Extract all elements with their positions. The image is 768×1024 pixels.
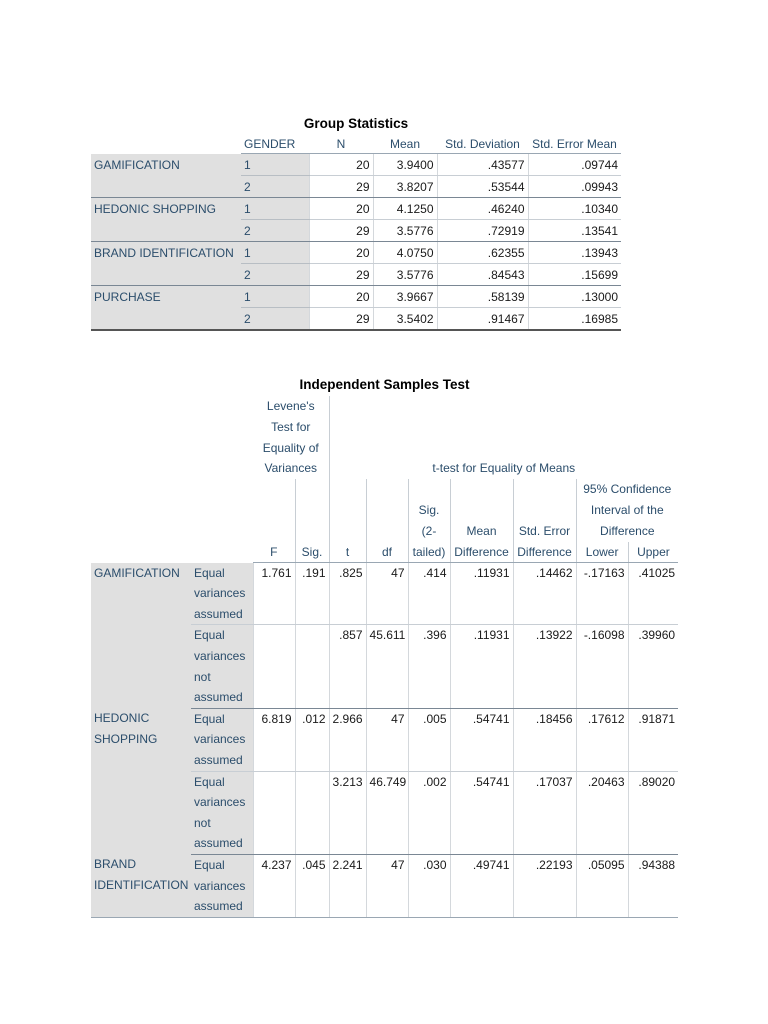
row-label	[91, 176, 241, 198]
header-row-2	[91, 479, 678, 562]
row-label: BRAND IDENTIFICATION	[91, 854, 191, 917]
col-upper: Upper	[628, 542, 678, 563]
row-label	[91, 220, 241, 242]
row-label: PURCHASE	[91, 286, 241, 308]
row-label: HEDONIC SHOPPING	[91, 708, 191, 854]
col-sig-2-tailed: Sig. (2-tailed)	[408, 479, 450, 562]
ttest-header: t-test for Equality of Means	[329, 396, 678, 479]
col-sig: Sig.	[295, 479, 329, 562]
row-label: BRAND IDENTIFICATION	[91, 242, 241, 264]
table-row: GAMIFICATION Equal variances assumed 1.761 .191 .825 47 .414 .11931 .14462 -.17163 .41025	[91, 563, 678, 625]
table-row: Equal variances not assumed .857 45.611 .396 .11931 .13922 -.16098 .39960	[91, 625, 678, 708]
table-row: 2 29 3.5776 .84543 .15699	[91, 264, 621, 286]
row-label	[91, 264, 241, 286]
row-label: GAMIFICATION	[91, 563, 191, 709]
row-label	[91, 308, 241, 331]
assumption-label: Equal variances assumed	[191, 708, 253, 771]
col-df: df	[366, 479, 408, 562]
row-label: GAMIFICATION	[91, 154, 241, 176]
independent-samples-table	[91, 396, 678, 918]
col-mean-difference: Mean Difference	[450, 479, 513, 562]
ci-header-block	[576, 479, 678, 562]
group-statistics-title: Group Statistics	[303, 116, 409, 131]
header-row-1	[91, 396, 678, 479]
assumption-label: Equal variances assumed	[191, 854, 253, 917]
table-row: HEDONIC SHOPPING Equal variances assumed 6.819 .012 2.966 47 .005 .54741 .18456 .17612 .91871	[91, 708, 678, 771]
assumption-label: Equal variances not assumed	[191, 625, 253, 708]
levene-header: Levene's Test for Equality of Variances	[262, 399, 319, 476]
col-gender: GENDER	[241, 135, 309, 154]
col-std-deviation: Std. Deviation	[437, 135, 528, 154]
col-n: N	[309, 135, 373, 154]
independent-samples-title: Independent Samples Test	[299, 377, 470, 392]
col-t: t	[329, 479, 366, 562]
ci-header: 95% Confidence Interval of the Difference	[583, 482, 672, 538]
table-row: 2 29 3.5776 .72919 .13541	[91, 220, 621, 242]
row-label: HEDONIC SHOPPING	[91, 198, 241, 220]
group-statistics-table	[91, 135, 621, 331]
col-mean: Mean	[373, 135, 437, 154]
table-row: HEDONIC SHOPPING 1 20 4.1250 .46240 .10340	[91, 198, 621, 220]
table-row: PURCHASE 1 20 3.9667 .58139 .13000	[91, 286, 621, 308]
col-std-error-difference: Std. Error Difference	[513, 479, 576, 562]
assumption-label: Equal variances not assumed	[191, 771, 253, 854]
table-row: Equal variances not assumed 3.213 46.749 .002 .54741 .17037 .20463 .89020	[91, 771, 678, 854]
assumption-label: Equal variances assumed	[191, 563, 253, 625]
col-lower: Lower	[585, 544, 619, 559]
table-row: GAMIFICATION 1 20 3.9400 .43577 .09744	[91, 154, 621, 176]
table-row: 2 29 3.5402 .91467 .16985	[91, 308, 621, 331]
col-std-error-mean: Std. Error Mean	[528, 135, 621, 154]
col-f: F	[253, 479, 295, 562]
table-row: BRAND IDENTIFICATION 1 20 4.0750 .62355 .13943	[91, 242, 621, 264]
table-row: 2 29 3.8207 .53544 .09943	[91, 176, 621, 198]
table-row: BRAND IDENTIFICATION Equal variances assumed 4.237 .045 2.241 47 .030 .49741 .22193 .05095 .94388	[91, 854, 678, 917]
table-header-row	[91, 135, 621, 154]
